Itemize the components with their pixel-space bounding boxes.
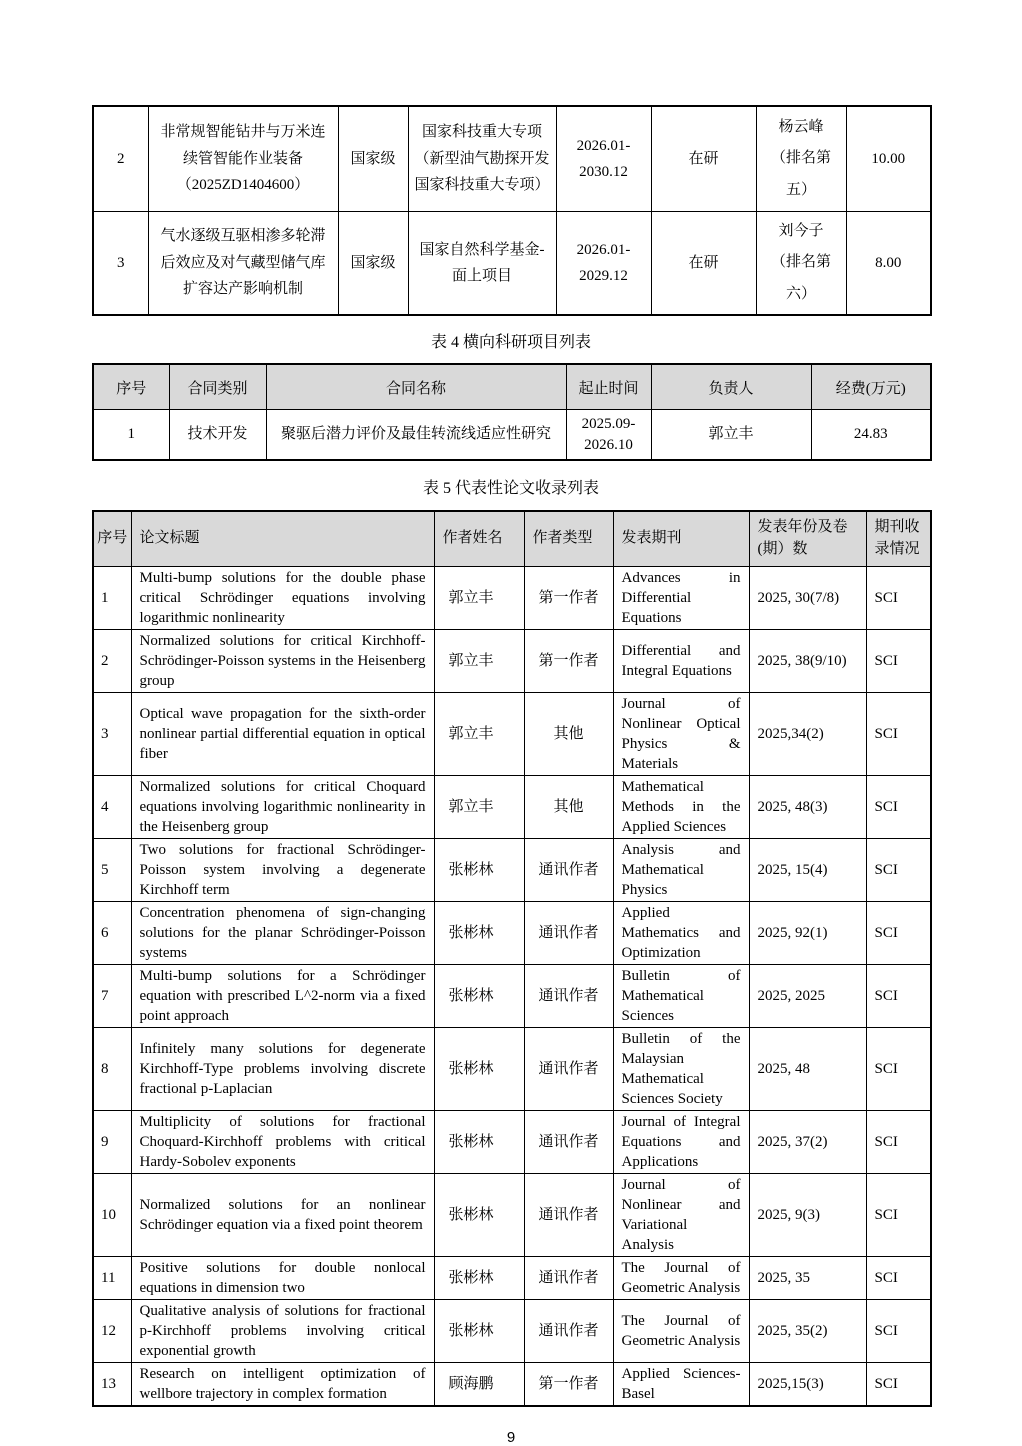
paper-title-cell: Qualitative analysis of solutions for fractional p-Kirchhoff problems involving critical exponential growth (131, 1300, 434, 1363)
paper-journal-cell: The Journal of Geometric Analysis (613, 1257, 749, 1300)
project-row (93, 211, 931, 315)
paper-index-cell: SCI (866, 1257, 931, 1300)
leader-name: 杨云峰 (778, 118, 824, 135)
horizontal-projects-table (92, 363, 932, 461)
paper-title-cell: Normalized solutions for critical Kirchhoff-Schrödinger-Poisson systems in the Heisenberg group (131, 630, 434, 693)
contract-fund-cell: 24.83 (811, 410, 931, 461)
paper-author-type-cell: 第一作者 (524, 630, 613, 693)
project-name-cell: 非常规智能钻井与万米连续管智能作业装备（2025ZD1404600） (148, 106, 338, 211)
paper-author-type-cell: 其他 (524, 776, 613, 839)
paper-author-cell: 张彬林 (434, 1300, 524, 1363)
paper-author-type-cell: 其他 (524, 693, 613, 776)
paper-index-cell: SCI (866, 1174, 931, 1257)
paper-row (93, 567, 931, 630)
contract-period-cell: 2025.09-2026.10 (566, 410, 651, 461)
page-number: 9 (506, 1429, 516, 1446)
paper-no-cell: 5 (93, 839, 131, 902)
paper-author-cell: 郭立丰 (434, 630, 524, 693)
paper-author-type-cell: 通讯作者 (524, 965, 613, 1028)
paper-year-volume-cell: 2025, 35(2) (749, 1300, 866, 1363)
paper-author-cell: 张彬林 (434, 1174, 524, 1257)
paper-row (93, 965, 931, 1028)
paper-journal-cell: Bulletin of Mathematical Sciences (613, 965, 749, 1028)
project-no-cell: 2 (93, 106, 148, 211)
leader-name: 刘今子 (778, 222, 824, 239)
leader-rank: （排名第五） (770, 150, 831, 198)
paper-year-volume-cell: 2025, 2025 (749, 965, 866, 1028)
horizontal-projects-body (93, 410, 931, 461)
header-leader: 负责人 (651, 364, 811, 410)
paper-row (93, 776, 931, 839)
paper-index-cell: SCI (866, 776, 931, 839)
paper-journal-cell: Differential and Integral Equations (613, 630, 749, 693)
paper-row (93, 1363, 931, 1407)
paper-row (93, 630, 931, 693)
papers-body (93, 567, 931, 1407)
header-fund: 经费(万元) (811, 364, 931, 410)
paper-index-cell: SCI (866, 902, 931, 965)
header-author-name: 作者姓名 (434, 511, 524, 567)
horizontal-projects-header (93, 364, 931, 410)
paper-no-cell: 2 (93, 630, 131, 693)
paper-index-cell: SCI (866, 1363, 931, 1407)
paper-author-type-cell: 通讯作者 (524, 839, 613, 902)
paper-title-cell: Normalized solutions for an nonlinear Schrödinger equation via a fixed point theorem (131, 1174, 434, 1257)
project-leader-cell (756, 211, 846, 315)
paper-title-cell: Multiplicity of solutions for fractional Choquard-Kirchhoff problems with critical Hardy-Sobolev exponents (131, 1111, 434, 1174)
contract-leader-cell: 郭立丰 (651, 410, 811, 461)
paper-index-cell: SCI (866, 693, 931, 776)
paper-journal-cell: Bulletin of the Malaysian Mathematical Sciences Society (613, 1028, 749, 1111)
paper-title-cell: Optical wave propagation for the sixth-order nonlinear partial differential equation in optical fiber (131, 693, 434, 776)
header-author-type: 作者类型 (524, 511, 613, 567)
header-contract-name: 合同名称 (266, 364, 566, 410)
paper-author-type-cell: 通讯作者 (524, 902, 613, 965)
paper-author-cell: 张彬林 (434, 902, 524, 965)
header-row (93, 511, 931, 567)
table4-caption: 表 4 横向科研项目列表 (430, 334, 591, 351)
paper-journal-cell: Journal of Nonlinear and Variational Analysis (613, 1174, 749, 1257)
paper-journal-cell: Journal of Nonlinear Optical Physics & Materials (613, 693, 749, 776)
paper-author-type-cell: 第一作者 (524, 1363, 613, 1407)
project-period-cell: 2026.01-2030.12 (556, 106, 651, 211)
paper-no-cell: 1 (93, 567, 131, 630)
paper-journal-cell: Applied Sciences-Basel (613, 1363, 749, 1407)
paper-no-cell: 12 (93, 1300, 131, 1363)
contract-no-cell: 1 (93, 410, 169, 461)
paper-author-type-cell: 通讯作者 (524, 1257, 613, 1300)
paper-journal-cell: The Journal of Geometric Analysis (613, 1300, 749, 1363)
paper-title-cell: Multi-bump solutions for the double phase critical Schrödinger equations involving logarithmic nonlinearity (131, 567, 434, 630)
table5-caption: 表 5 代表性论文收录列表 (422, 480, 599, 497)
paper-year-volume-cell: 2025, 38(9/10) (749, 630, 866, 693)
paper-author-cell: 张彬林 (434, 1257, 524, 1300)
paper-year-volume-cell: 2025, 48(3) (749, 776, 866, 839)
paper-no-cell: 3 (93, 693, 131, 776)
paper-year-volume-cell: 2025, 37(2) (749, 1111, 866, 1174)
paper-index-cell: SCI (866, 839, 931, 902)
paper-index-cell: SCI (866, 1300, 931, 1363)
project-fund-cell: 10.00 (846, 106, 931, 211)
paper-author-cell: 张彬林 (434, 1028, 524, 1111)
paper-journal-cell: Applied Mathematics and Optimization (613, 902, 749, 965)
paper-no-cell: 8 (93, 1028, 131, 1111)
paper-year-volume-cell: 2025, 30(7/8) (749, 567, 866, 630)
paper-year-volume-cell: 2025, 9(3) (749, 1174, 866, 1257)
paper-index-cell: SCI (866, 1111, 931, 1174)
paper-index-cell: SCI (866, 965, 931, 1028)
header-year-volume: 发表年份及卷(期）数 (749, 511, 866, 567)
paper-author-type-cell: 第一作者 (524, 567, 613, 630)
paper-author-cell: 张彬林 (434, 839, 524, 902)
paper-author-cell: 张彬林 (434, 1111, 524, 1174)
paper-row (93, 1174, 931, 1257)
paper-author-cell: 张彬林 (434, 965, 524, 1028)
project-level-cell: 国家级 (338, 211, 408, 315)
paper-row (93, 1300, 931, 1363)
paper-author-type-cell: 通讯作者 (524, 1300, 613, 1363)
paper-title-cell: Infinitely many solutions for degenerate Kirchhoff-Type problems involving discrete fractional p-Laplacian (131, 1028, 434, 1111)
paper-author-cell: 郭立丰 (434, 567, 524, 630)
paper-row (93, 1028, 931, 1111)
project-period-cell: 2026.01-2029.12 (556, 211, 651, 315)
header-paper-title: 论文标题 (131, 511, 434, 567)
project-category-cell: 国家自然科学基金-面上项目 (408, 211, 556, 315)
header-no: 序号 (93, 511, 131, 567)
header-no: 序号 (93, 364, 169, 410)
project-level-cell: 国家级 (338, 106, 408, 211)
paper-title-cell: Concentration phenomena of sign-changing solutions for the planar Schrödinger-Poisson systems (131, 902, 434, 965)
project-no-cell: 3 (93, 211, 148, 315)
contract-name-cell: 聚驱后潜力评价及最佳转流线适应性研究 (266, 410, 566, 461)
paper-no-cell: 13 (93, 1363, 131, 1407)
header-contract-type: 合同类别 (169, 364, 266, 410)
paper-row (93, 902, 931, 965)
paper-year-volume-cell: 2025, 15(4) (749, 839, 866, 902)
paper-row (93, 839, 931, 902)
papers-header (93, 511, 931, 567)
paper-no-cell: 7 (93, 965, 131, 1028)
paper-row (93, 693, 931, 776)
leader-rank: （排名第六） (770, 254, 831, 302)
project-status-cell: 在研 (651, 211, 756, 315)
contract-type-cell: 技术开发 (169, 410, 266, 461)
paper-no-cell: 10 (93, 1174, 131, 1257)
project-category-cell: 国家科技重大专项（新型油气勘探开发国家科技重大专项） (408, 106, 556, 211)
paper-year-volume-cell: 2025,34(2) (749, 693, 866, 776)
papers-table (92, 510, 932, 1407)
paper-title-cell: Normalized solutions for critical Choquard equations involving logarithmic nonlinearity in the Heisenberg group (131, 776, 434, 839)
project-status-cell: 在研 (651, 106, 756, 211)
paper-row (93, 1257, 931, 1300)
project-row (93, 106, 931, 211)
paper-no-cell: 11 (93, 1257, 131, 1300)
paper-index-cell: SCI (866, 630, 931, 693)
project-fund-cell: 8.00 (846, 211, 931, 315)
paper-author-type-cell: 通讯作者 (524, 1028, 613, 1111)
paper-row (93, 1111, 931, 1174)
paper-journal-cell: Mathematical Methods in the Applied Sciences (613, 776, 749, 839)
paper-journal-cell: Advances in Differential Equations (613, 567, 749, 630)
paper-author-cell: 郭立丰 (434, 693, 524, 776)
paper-no-cell: 9 (93, 1111, 131, 1174)
paper-no-cell: 4 (93, 776, 131, 839)
vertical-projects-table (92, 105, 932, 316)
paper-year-volume-cell: 2025, 92(1) (749, 902, 866, 965)
paper-index-cell: SCI (866, 1028, 931, 1111)
paper-author-type-cell: 通讯作者 (524, 1111, 613, 1174)
paper-title-cell: Two solutions for fractional Schrödinger-Poisson system involving a degenerate Kirchhoff term (131, 839, 434, 902)
project-name-cell: 气水逐级互驱相渗多轮滞后效应及对气藏型储气库扩容达产影响机制 (148, 211, 338, 315)
project-leader-cell (756, 106, 846, 211)
paper-year-volume-cell: 2025, 35 (749, 1257, 866, 1300)
paper-author-cell: 郭立丰 (434, 776, 524, 839)
paper-title-cell: Research on intelligent optimization of wellbore trajectory in complex formation (131, 1363, 434, 1407)
paper-journal-cell: Journal of Integral Equations and Applications (613, 1111, 749, 1174)
contract-row (93, 410, 931, 461)
header-index-status: 期刊收录情况 (866, 511, 931, 567)
paper-no-cell: 6 (93, 902, 131, 965)
paper-index-cell: SCI (866, 567, 931, 630)
paper-author-type-cell: 通讯作者 (524, 1174, 613, 1257)
paper-title-cell: Positive solutions for double nonlocal equations in dimension two (131, 1257, 434, 1300)
paper-year-volume-cell: 2025,15(3) (749, 1363, 866, 1407)
header-journal: 发表期刊 (613, 511, 749, 567)
header-row (93, 364, 931, 410)
paper-year-volume-cell: 2025, 48 (749, 1028, 866, 1111)
paper-author-cell: 顾海鹏 (434, 1363, 524, 1407)
header-period: 起止时间 (566, 364, 651, 410)
paper-title-cell: Multi-bump solutions for a Schrödinger equation with prescribed L^2-norm via a fixed point approach (131, 965, 434, 1028)
document-page-content (92, 105, 930, 1446)
paper-journal-cell: Analysis and Mathematical Physics (613, 839, 749, 902)
vertical-projects-body (93, 106, 931, 315)
